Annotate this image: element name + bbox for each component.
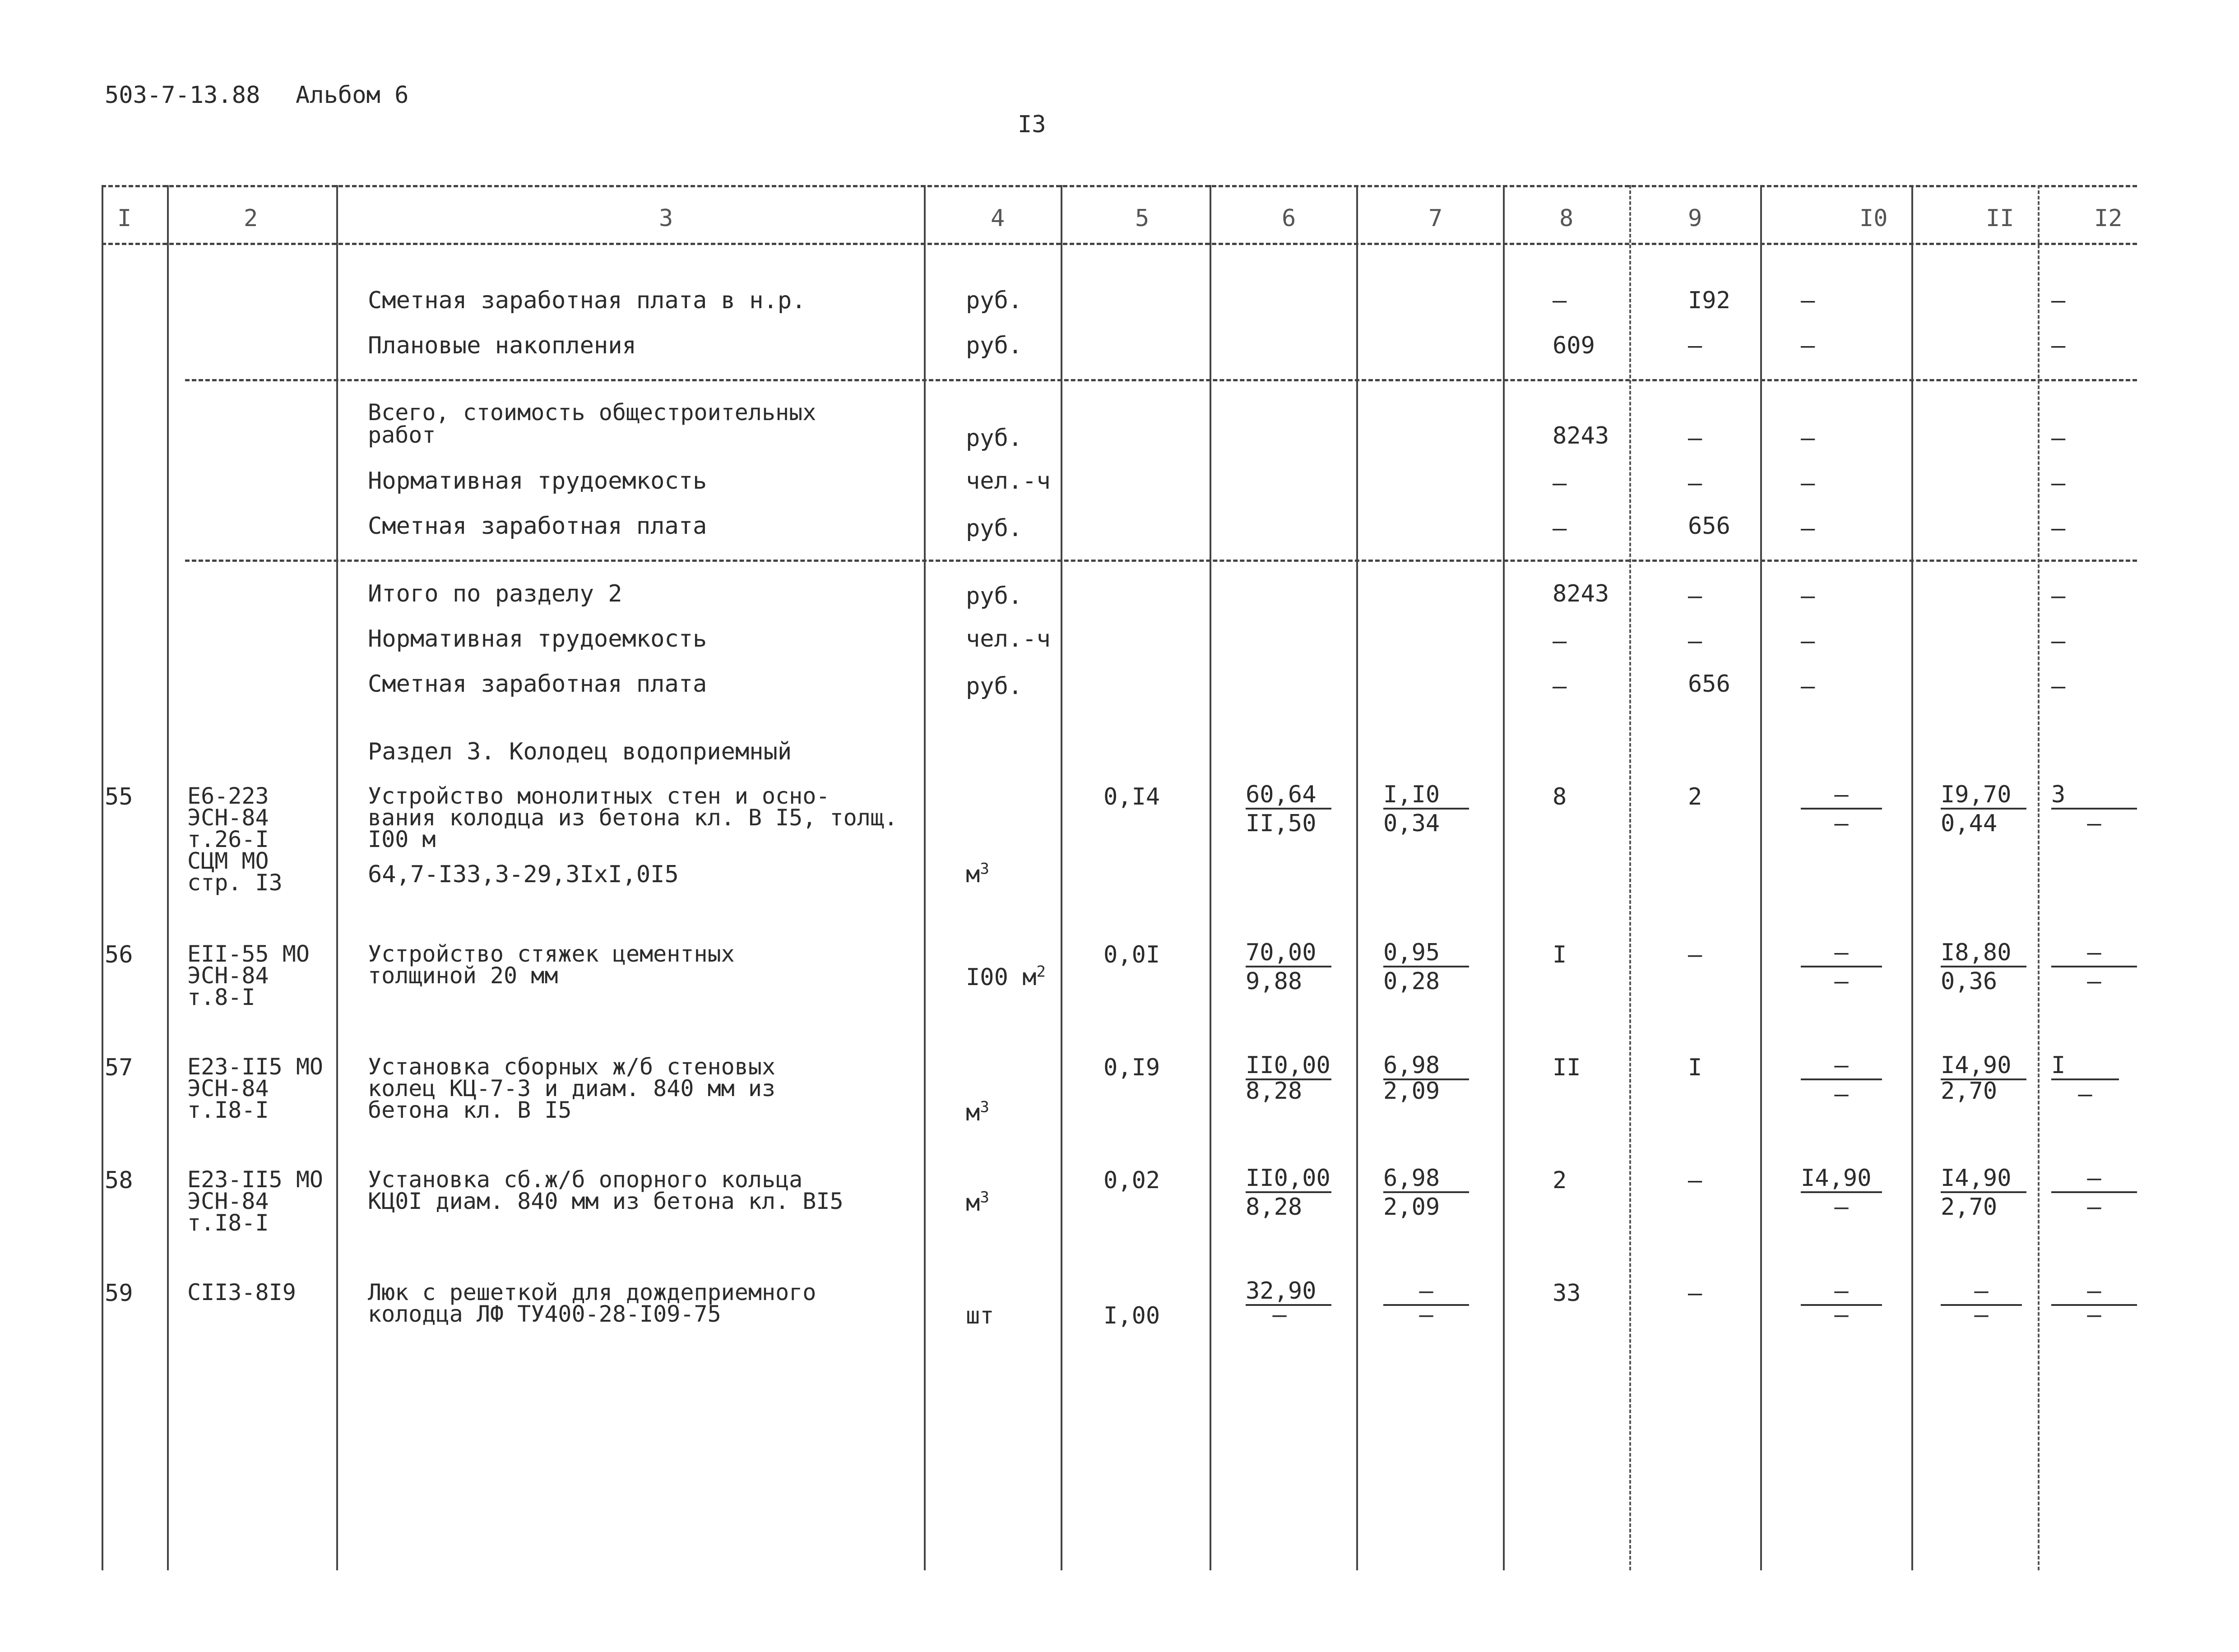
col-header-8: 8 — [1559, 205, 1574, 232]
col-rule-10 — [1911, 185, 1913, 1570]
section-divider-1 — [185, 379, 2137, 381]
unit: $м^3$ — [966, 1098, 989, 1126]
col-header-2: 2 — [244, 205, 258, 232]
unit: $м^3$ — [966, 1188, 989, 1217]
row-number: 58 — [105, 1167, 133, 1194]
row-number: 55 — [105, 783, 133, 810]
col-rule-11 — [2038, 185, 2040, 1570]
col-header-5: 5 — [1135, 205, 1150, 232]
col-rule-5 — [1210, 185, 1211, 1570]
document-code: 503-7-13.88 — [105, 82, 260, 109]
unit: I00 $м^2$ — [966, 963, 1046, 991]
col-rule-1 — [167, 185, 169, 1570]
col-header-7: 7 — [1428, 205, 1443, 232]
col-header-6: 6 — [1282, 205, 1296, 232]
col-rule-8 — [1629, 185, 1631, 1570]
unit: $м^3$ — [966, 860, 989, 888]
row-number: 56 — [105, 941, 133, 968]
col-rule-2 — [336, 185, 338, 1570]
col-header-11: II — [1986, 205, 2014, 232]
price-fraction: $\frac{60,64}{II,50}$ — [1246, 782, 1331, 838]
col-rule-4 — [1061, 185, 1062, 1570]
album-label: Альбом 6 — [296, 82, 409, 109]
row-number: 59 — [105, 1280, 133, 1307]
header-bottom-rule — [102, 243, 2137, 245]
col-header-10: I0 — [1859, 205, 1888, 232]
unit: шт — [966, 1302, 994, 1329]
col-header-1: I — [117, 205, 132, 232]
col-header-9: 9 — [1688, 205, 1702, 232]
col-rule-3 — [924, 185, 926, 1570]
col-rule-7 — [1503, 185, 1505, 1570]
col-rule-9 — [1760, 185, 1762, 1570]
col-rule-6 — [1356, 185, 1358, 1570]
section-divider-2 — [185, 560, 2137, 562]
row-number: 57 — [105, 1054, 133, 1081]
section-title: Раздел 3. Колодец водоприемный — [368, 738, 792, 765]
table-top-rule — [102, 185, 2137, 187]
wage-fraction: $\frac{I,I0}{0,34}$ — [1383, 782, 1469, 838]
col-header-3: 3 — [659, 205, 673, 232]
col-rule-0 — [102, 185, 103, 1570]
col-header-4: 4 — [991, 205, 1005, 232]
col-header-12: I2 — [2094, 205, 2123, 232]
page-number: I3 — [1018, 111, 1046, 138]
